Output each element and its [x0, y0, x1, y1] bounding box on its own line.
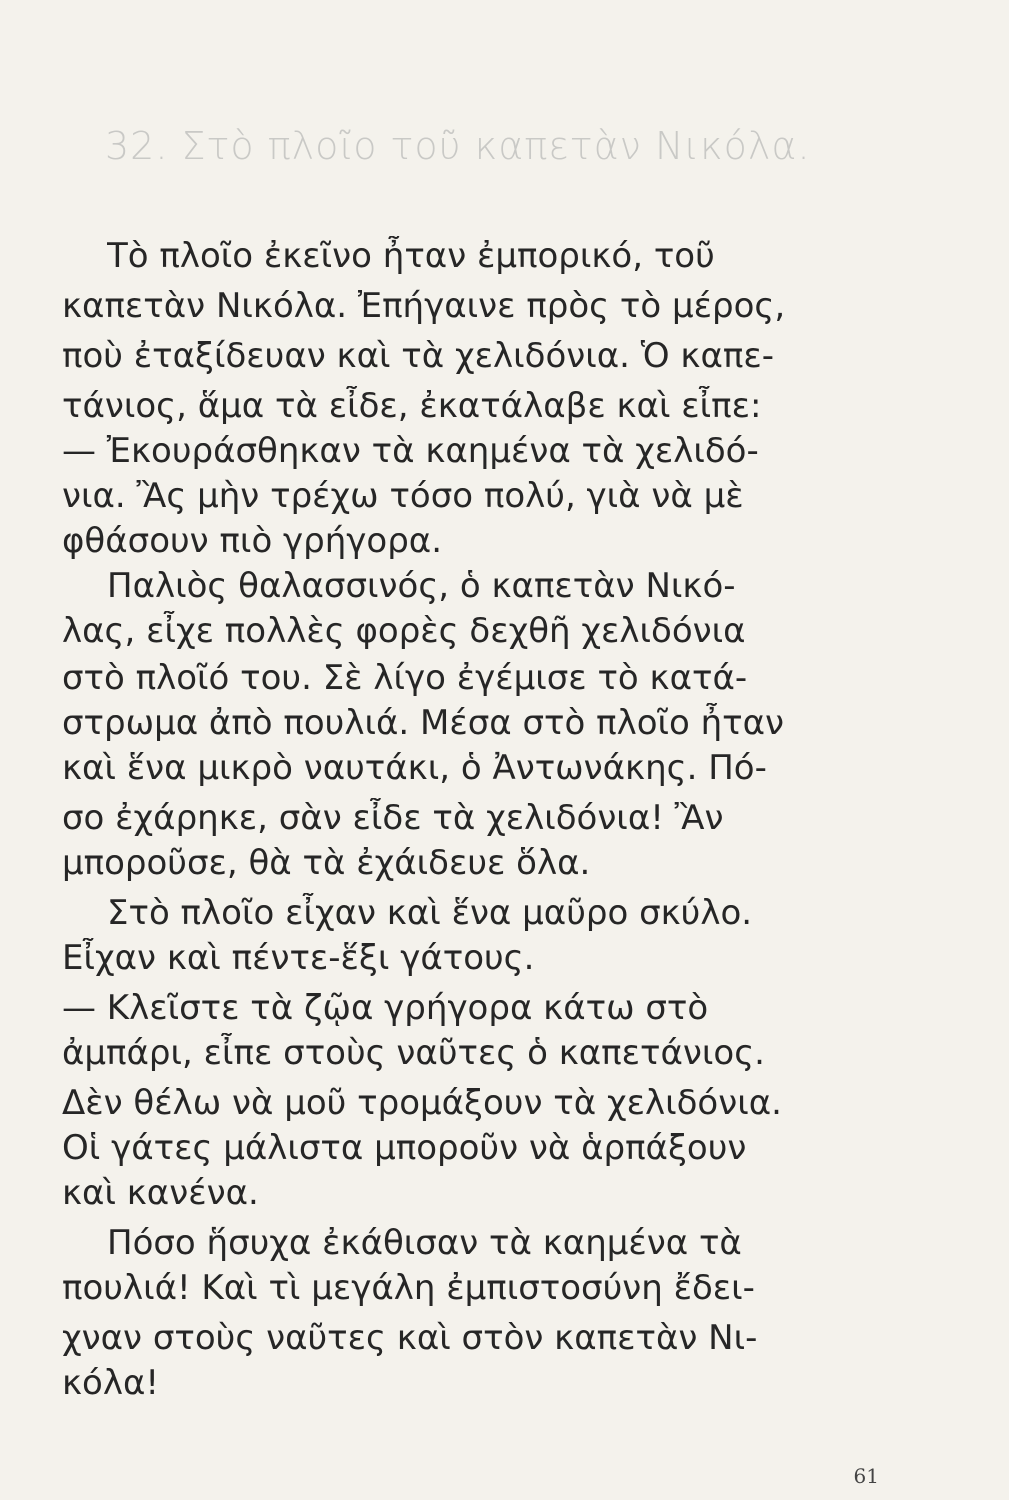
text-line: Τὸ πλοῖο ἐκεῖνο ἦταν ἐμπορικό, τοῦ [107, 236, 715, 276]
text-line: Παλιὸς θαλασσινός, ὁ καπετὰν Νικό- [107, 566, 736, 606]
text-line: λας, εἶχε πολλὲς φορὲς δεχθῆ χελιδόνια [62, 611, 746, 651]
text-line: πουλιά! Καὶ τὶ μεγάλη ἐμπιστοσύνη ἔδει- [62, 1268, 755, 1308]
text-line: Δὲν θέλω νὰ μοῦ τρομάξουν τὰ χελιδόνια. [62, 1083, 782, 1123]
page-number: 61 [853, 1464, 879, 1488]
text-line: σο ἐχάρηκε, σὰν εἶδε τὰ χελιδόνια! Ἂν [62, 798, 724, 838]
text-line: — Κλεῖστε τὰ ζῷα γρήγορα κάτω στὸ [62, 988, 709, 1028]
text-line: Πόσο ἥσυχα ἐκάθισαν τὰ καημένα τὰ [107, 1223, 742, 1263]
text-line: ἀμπάρι, εἶπε στοὺς ναῦτες ὁ καπετάνιος. [62, 1033, 765, 1073]
text-line: Εἶχαν καὶ πέντε-ἕξι γάτους. [62, 938, 535, 978]
chapter-title: 32. Στὸ πλοῖο τοῦ καπετὰν Νικόλα. [105, 124, 811, 168]
text-line: καπετὰν Νικόλα. Ἐπήγαινε πρὸς τὸ μέρος, [62, 286, 786, 326]
text-line: Οἱ γάτες μάλιστα μποροῦν νὰ ἁρπάξουν [62, 1128, 747, 1168]
text-line: ποὺ ἐταξίδευαν καὶ τὰ χελιδόνια. Ὁ καπε- [62, 336, 774, 376]
text-line: καὶ ἕνα μικρὸ ναυτάκι, ὁ Ἀντωνάκης. Πό- [62, 748, 767, 788]
text-line: καὶ κανένα. [62, 1173, 259, 1213]
text-line: στρωμα ἀπὸ πουλιά. Μέσα στὸ πλοῖο ἦταν [62, 703, 785, 743]
text-line: Στὸ πλοῖο εἶχαν καὶ ἕνα μαῦρο σκύλο. [107, 893, 753, 933]
text-line: κόλα! [62, 1363, 160, 1403]
text-line: μποροῦσε, θὰ τὰ ἐχάιδευε ὅλα. [62, 843, 591, 883]
text-line: — Ἐκουράσθηκαν τὰ καημένα τὰ χελιδό- [62, 431, 759, 471]
text-line: χναν στοὺς ναῦτες καὶ στὸν καπετὰν Νι- [62, 1318, 758, 1358]
text-line: νια. Ἂς μὴν τρέχω τόσο πολύ, γιὰ νὰ μὲ [62, 476, 744, 516]
text-line: τάνιος, ἅμα τὰ εἶδε, ἐκατάλαβε καὶ εἶπε: [62, 386, 762, 426]
text-line: στὸ πλοῖό του. Σὲ λίγο ἐγέμισε τὸ κατά- [62, 658, 748, 698]
text-line: φθάσουν πιὸ γρήγορα. [62, 521, 443, 561]
